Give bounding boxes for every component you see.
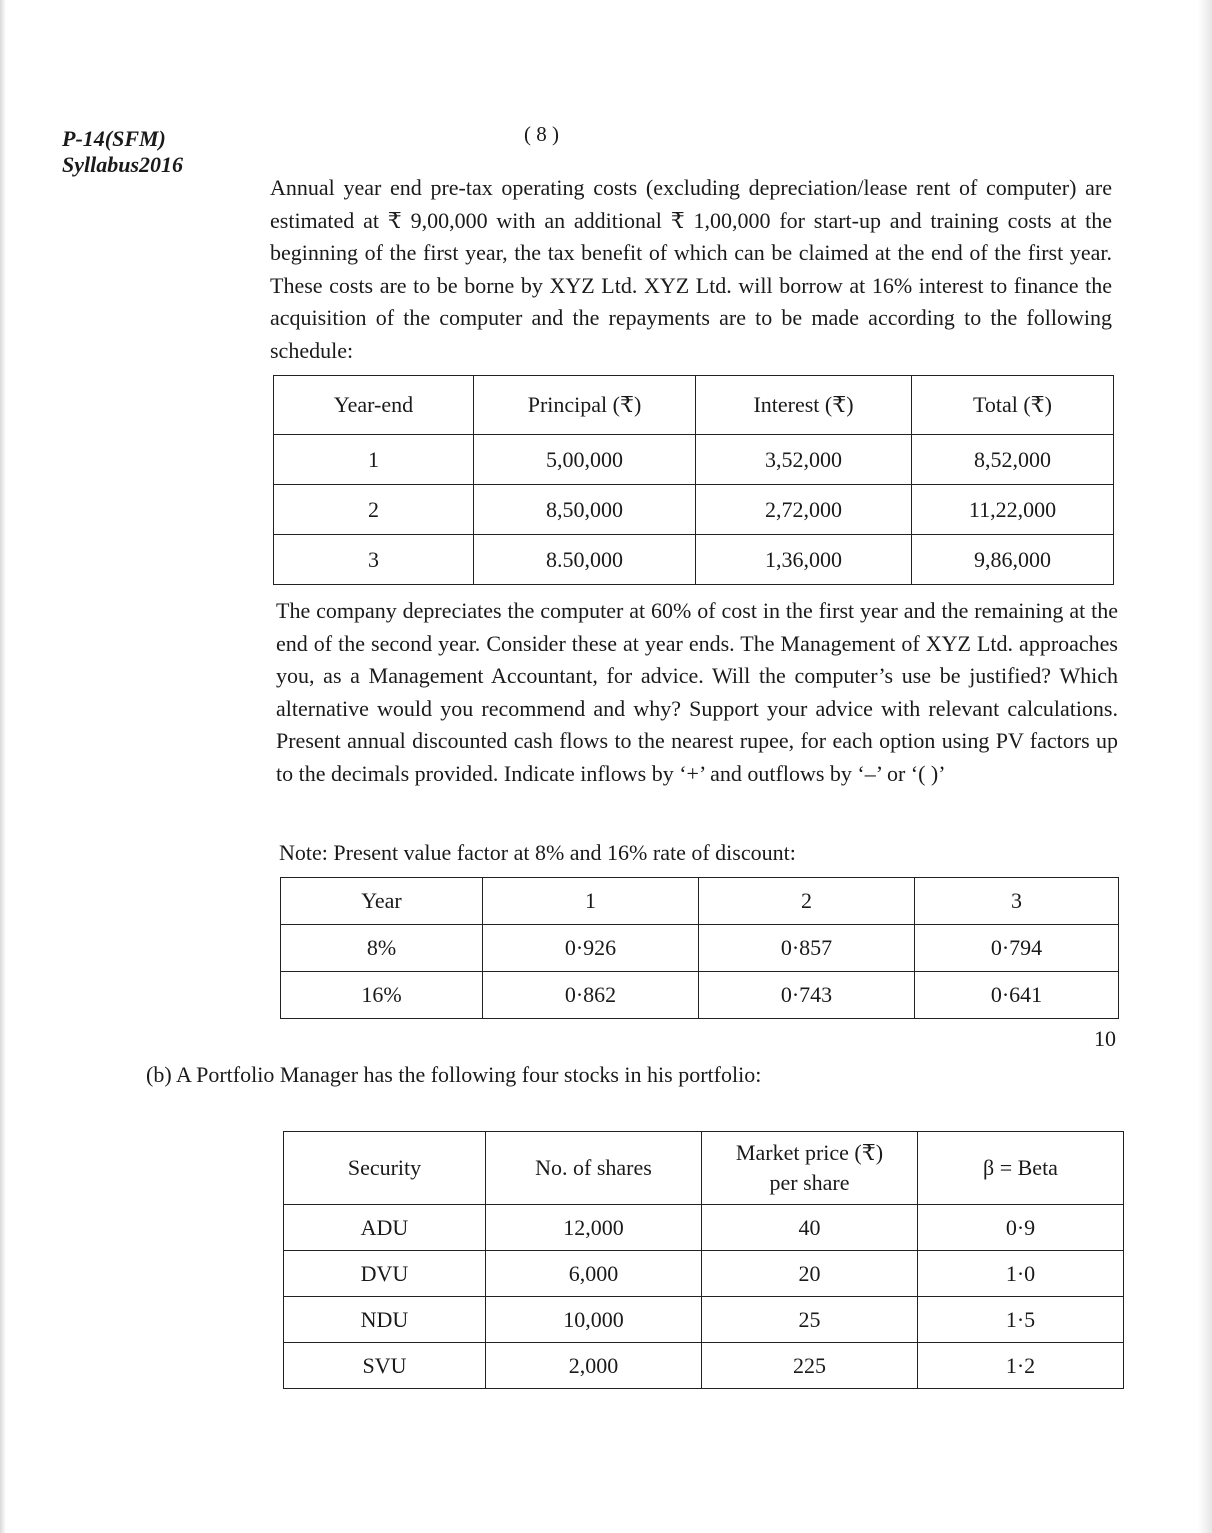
table-cell: SVU [284,1343,486,1389]
market-price-header: Market price (₹) [735,1140,884,1165]
table-cell: 8,50,000 [474,485,696,535]
table-cell: NDU [284,1297,486,1343]
table-row [274,535,1114,585]
page-edge-left [0,0,6,1533]
table-cell: 20 [702,1251,918,1297]
table-cell: 0·794 [915,925,1119,972]
table-cell: 25 [702,1297,918,1343]
table-row [274,485,1114,535]
table-cell: 8.50,000 [474,535,696,585]
question-paragraph-2: The company depreciates the computer at 60% of cost in the first year and the remaining at the end of the second year. Consider these at year ends. The Management of XYZ Ltd. approaches you, as a Management Accountant, for advice. Will the computer’s use be justified? Which alternative would you recommend and why? Support your advice with relevant calculations. Present annual discounted cash flows to the nearest rupee, for each option using PV factors up to the decimals provided. Indicate inflows by ‘+’ and outflows by ‘–’ or ‘( )’ [276,598,1118,786]
table-cell: 1·2 [918,1343,1124,1389]
paper-code-title: P-14(SFM) [62,126,166,151]
table-cell: 2,72,000 [696,485,912,535]
table-cell: 225 [702,1343,918,1389]
table-cell: 12,000 [486,1205,702,1251]
table-cell: 2,000 [486,1343,702,1389]
table-cell: 1·0 [918,1251,1124,1297]
table-row [281,925,1119,972]
pv-factor-note: Note: Present value factor at 8% and 16% rate of discount: [279,840,796,865]
table-row [281,972,1119,1019]
column-header: Total (₹) [912,376,1114,435]
repayment-schedule-table [273,375,1114,585]
page-edge-right [1198,0,1212,1533]
table-cell: 1·5 [918,1297,1124,1343]
column-header: Security [284,1132,486,1205]
table-cell: 1,36,000 [696,535,912,585]
table-cell: 0·641 [915,972,1119,1019]
table-cell: 11,22,000 [912,485,1114,535]
table-row [284,1343,1124,1389]
question-b: (b) A Portfolio Manager has the following four stocks in his portfolio: [146,1062,762,1087]
table-cell: 3,52,000 [696,435,912,485]
table-cell: 0·743 [699,972,915,1019]
table-row [284,1297,1124,1343]
column-header: 3 [915,878,1119,925]
table-cell: 9,86,000 [912,535,1114,585]
table-cell: ADU [284,1205,486,1251]
page-number: ( 8 ) [524,122,559,146]
table-cell: 0·926 [483,925,699,972]
table-row [274,435,1114,485]
table-cell: 8% [281,925,483,972]
table-cell: 6,000 [486,1251,702,1297]
portfolio-table [283,1131,1124,1389]
syllabus-label: Syllabus2016 [62,152,184,177]
table-row [284,1205,1124,1251]
column-header [702,1132,918,1205]
column-header: β = Beta [918,1132,1124,1205]
table-cell: 2 [274,485,474,535]
table-cell: DVU [284,1251,486,1297]
column-header: Principal (₹) [474,376,696,435]
table-header-row [281,878,1119,925]
marks-label: 10 [1094,1026,1116,1051]
column-header: Interest (₹) [696,376,912,435]
table-row [284,1251,1124,1297]
table-cell: 5,00,000 [474,435,696,485]
table-cell: 40 [702,1205,918,1251]
table-header-row [284,1132,1124,1205]
column-header: 1 [483,878,699,925]
table-cell: 0·9 [918,1205,1124,1251]
column-header: No. of shares [486,1132,702,1205]
table-cell: 16% [281,972,483,1019]
question-paragraph-1: Annual year end pre-tax operating costs (excluding depreciation/lease rent of computer) are estimated at ₹ 9,00,000 with an additional ₹ 1,00,000 for start-up and training costs at the beginning of the first year, the tax benefit of which can be claimed at the end of the first year. These costs are to be borne by XYZ Ltd. XYZ Ltd. will borrow at 16% interest to finance the acquisition of the computer and the repayments are to be made according to the following schedule: [270,175,1112,363]
table-cell: 0·857 [699,925,915,972]
pv-factor-table [280,877,1119,1019]
per-share-header: per share [769,1170,850,1195]
table-header-row [274,376,1114,435]
table-cell: 3 [274,535,474,585]
column-header: Year-end [274,376,474,435]
column-header: Year [281,878,483,925]
table-cell: 0·862 [483,972,699,1019]
table-cell: 8,52,000 [912,435,1114,485]
column-header: 2 [699,878,915,925]
paper-code [62,126,183,178]
table-cell: 1 [274,435,474,485]
table-cell: 10,000 [486,1297,702,1343]
